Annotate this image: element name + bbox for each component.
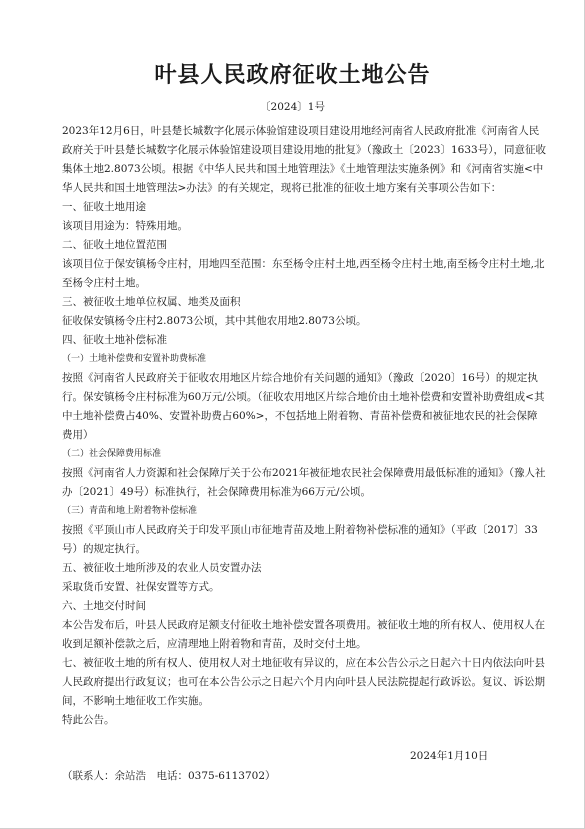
section-heading-7: 七、被征收土地的所有权人、使用权人对土地征收有异议的，应在本公告公示之日起六十日内依法向叶县人民政府提出行政复议；也可在本公告公示之日起六个月内向叶县人民法院提起行政诉讼。复议、诉讼期间，不影响土地征收工作实施。 (62, 657, 545, 707)
section-heading-6: 六、土地交付时间 (62, 600, 146, 612)
section-text-5: 采取货币安置、社保安置等方式。 (62, 581, 220, 593)
document-body (0, 122, 584, 730)
section-text-3: 征收保安镇杨令庄村2.8073公顷，其中其他农用地2.8073公顷。 (62, 315, 367, 327)
page-title: 叶县人民政府征收土地公告 (154, 62, 431, 88)
subsection-text-4-2: 按照《河南省人力资源和社会保障厅关于公布2021年被征地农民社会保障费用最低标准的通知》（豫人社办〔2021〕49号）标准执行，社会保障费用标准为66万元/公顷。 (62, 467, 546, 498)
subsection-heading-4-3: （三）青苗和地上附着物补偿标准 (62, 506, 198, 516)
section-text-6: 本公告发布后，叶县人民政府足额支付征收土地补偿安置各项费用。被征收土地的所有权人、使用权人在收到足额补偿款之后，应清理地上附着物和青苗，及时交付土地。 (62, 619, 545, 650)
section-heading-3: 三、被征收土地单位权属、地类及面积 (62, 296, 241, 308)
issue-date: 2024年1月10日 (410, 750, 489, 762)
contact-info: （联系人：余站浩 电话：0375-6113702） (62, 770, 276, 782)
intro-paragraph: 2023年12月6日，叶县楚长城数字化展示体验馆建设项目建设用地经河南省人民政府批准《河南省人民政府关于叶县楚长城数字化展示体验馆建设项目建设用地的批复》（豫政土〔2023〕1633号），同意征收集体土地2.8073公顷。根据《中华人民共和国土地管理法》《土地管理法实施条例》和《河南省实施<中华人民共和国土地管理法>办法》的有关规定，现将已批准的征收土地方案有关事项公告如下： (62, 125, 546, 194)
section-heading-1: 一、征收土地用途 (62, 201, 146, 213)
section-text-2: 该项目位于保安镇杨令庄村，用地四至范围：东至杨令庄村土地,西至杨令庄村土地,南至杨令庄村土地,北至杨令庄村土地。 (62, 258, 545, 289)
subsection-heading-4-1: （一）土地补偿费和安置补助费标准 (62, 354, 207, 364)
document-number: 〔2024〕1号 (260, 101, 325, 113)
subsection-heading-4-2: （二）社会保障费用标准 (62, 449, 162, 459)
subsection-text-4-1: 按照《河南省人民政府关于征收农用地区片综合地价有关问题的通知》（豫政〔2020〕16号）的规定执行。保安镇杨令庄村标准为60万元/公顷。（征收农用地区片综合地价由土地补偿费和安置补助费组成<其中土地补偿费占40%、安置补助费占60%>，不包括地上附着物、青苗补偿费和被征地农民的社会保障费用） (62, 372, 545, 441)
closing-text: 特此公告。 (62, 714, 115, 726)
section-text-1: 该项目用途为：特殊用地。 (62, 220, 188, 232)
section-heading-4: 四、征收土地补偿标准 (62, 334, 167, 346)
section-heading-5: 五、被征收土地所涉及的农业人员安置办法 (62, 562, 262, 574)
subsection-text-4-3: 按照《平顶山市人民政府关于印发平顶山市征地青苗及地上附着物补偿标准的通知》（平政〔2017〕33号）的规定执行。 (62, 524, 538, 555)
section-heading-2: 二、征收土地位置范围 (62, 239, 167, 251)
